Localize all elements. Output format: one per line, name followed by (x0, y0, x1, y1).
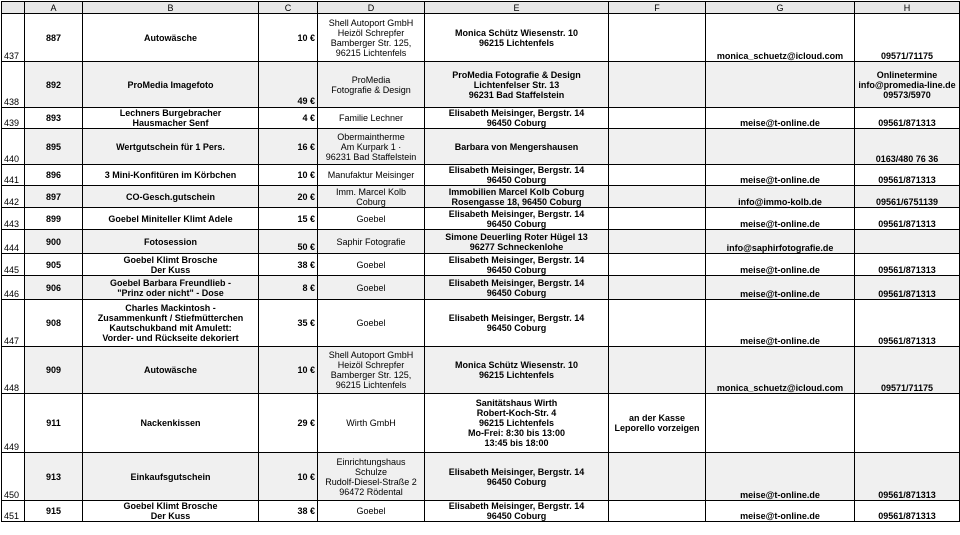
row-number-text: 440 (4, 154, 20, 164)
cell-value[interactable] (259, 300, 318, 347)
cell-contact[interactable] (425, 254, 609, 276)
cell-value[interactable] (259, 254, 318, 276)
cell-item-number-text: 900 (45, 236, 62, 247)
column-header-b[interactable]: B (83, 2, 259, 14)
row-number-text: 449 (4, 442, 20, 452)
cell-note[interactable] (609, 276, 706, 300)
cell-value-text: 15 € (297, 213, 315, 224)
cell-item-name-text: CO-Gesch.gutschein (125, 191, 215, 202)
cell-donor[interactable] (318, 186, 425, 208)
cell-value-text: 16 € (297, 141, 315, 152)
cell-donor-text: Goebel (356, 213, 386, 224)
cell-donor-text: Goebel (356, 259, 386, 270)
cell-note[interactable] (609, 14, 706, 62)
cell-email[interactable] (706, 347, 855, 394)
cell-phone[interactable] (855, 108, 960, 129)
cell-item-number[interactable] (25, 165, 83, 186)
cell-item-name[interactable] (83, 208, 259, 230)
row-number[interactable] (2, 108, 25, 129)
table-row (2, 14, 960, 62)
cell-email[interactable] (706, 254, 855, 276)
cell-phone-text: 09561/871313 (878, 265, 936, 275)
cell-email-text: meise@t-online.de (740, 289, 820, 299)
cell-contact[interactable] (425, 347, 609, 394)
table-row (2, 453, 960, 501)
cell-contact[interactable] (425, 501, 609, 522)
column-header-a[interactable]: A (25, 2, 83, 14)
cell-donor[interactable] (318, 230, 425, 254)
cell-donor-text: ProMedia Fotografie & Design (331, 74, 411, 95)
cell-item-number[interactable] (25, 129, 83, 165)
cell-value-text: 8 € (302, 282, 315, 293)
row-number[interactable] (2, 165, 25, 186)
cell-contact[interactable] (425, 165, 609, 186)
cell-value[interactable] (259, 347, 318, 394)
cell-item-number[interactable] (25, 453, 83, 501)
cell-contact-text: Simone Deuerling Roter Hügel 13 96277 Schneckenlohe (445, 231, 588, 252)
row-number[interactable] (2, 501, 25, 522)
cell-item-name[interactable] (83, 186, 259, 208)
cell-contact-text: ProMedia Fotografie & Design Lichtenfelser Str. 13 96231 Bad Staffelstein (452, 69, 581, 100)
row-number-text: 451 (4, 511, 20, 521)
row-number[interactable] (2, 276, 25, 300)
cell-contact[interactable] (425, 186, 609, 208)
cell-donor[interactable] (318, 108, 425, 129)
cell-phone[interactable] (855, 129, 960, 165)
cell-email[interactable] (706, 14, 855, 62)
cell-item-name[interactable] (83, 276, 259, 300)
cell-item-number-text: 911 (46, 418, 61, 428)
cell-contact[interactable] (425, 276, 609, 300)
row-number[interactable] (2, 394, 25, 453)
grid-body (2, 14, 960, 522)
row-number-text: 447 (4, 336, 20, 346)
cell-email[interactable] (706, 300, 855, 347)
cell-contact[interactable] (425, 300, 609, 347)
table-row (2, 394, 960, 453)
row-number[interactable] (2, 129, 25, 165)
cell-contact-text: Elisabeth Meisinger, Bergstr. 14 96450 Coburg (448, 277, 585, 298)
cell-value-text: 38 € (297, 259, 315, 270)
cell-value-text: 10 € (297, 32, 315, 43)
row-number-text: 439 (4, 118, 20, 128)
cell-email[interactable] (706, 62, 855, 108)
cell-item-number[interactable] (25, 276, 83, 300)
cell-item-number[interactable] (25, 14, 83, 62)
cell-item-number[interactable] (25, 300, 83, 347)
cell-item-name-text: Autowäsche (143, 32, 197, 43)
cell-phone[interactable] (855, 254, 960, 276)
cell-item-name[interactable] (83, 501, 259, 522)
cell-value[interactable] (259, 394, 318, 453)
cell-item-name[interactable] (83, 62, 259, 108)
cell-contact[interactable] (425, 453, 609, 501)
cell-value[interactable] (259, 208, 318, 230)
cell-donor[interactable] (318, 394, 425, 453)
row-number[interactable] (2, 300, 25, 347)
cell-value-text: 29 € (297, 418, 315, 428)
cell-item-number-text: 893 (45, 113, 62, 123)
cell-item-number-text: 887 (45, 32, 62, 43)
row-number[interactable] (2, 62, 25, 108)
cell-email-text: info@immo-kolb.de (738, 197, 822, 207)
cell-item-name[interactable] (83, 108, 259, 129)
cell-item-number-text: 895 (45, 141, 62, 152)
cell-email[interactable] (706, 129, 855, 165)
cell-item-name-text: Charles Mackintosh - Zusammenkunft / Stiefmütterchen Kautschukband mit Amulett: Vorder- und Rückseite dekoriert (97, 303, 244, 343)
cell-phone-text: 09561/871313 (878, 118, 936, 128)
cell-donor-text: Saphir Fotografie (336, 236, 406, 247)
cell-item-name-text: Fotosession (143, 236, 197, 247)
cell-email-text: monica_schuetz@icloud.com (716, 51, 844, 61)
cell-value[interactable] (259, 186, 318, 208)
cell-contact-text: Elisabeth Meisinger, Bergstr. 14 96450 Coburg (448, 165, 585, 185)
cell-donor[interactable] (318, 453, 425, 501)
cell-value-text: 49 € (297, 96, 315, 106)
cell-item-number[interactable] (25, 186, 83, 208)
cell-item-name-text: Wertgutschein für 1 Pers. (116, 141, 225, 152)
cell-donor-text: Manufaktur Meisinger (327, 170, 415, 180)
cell-value[interactable] (259, 62, 318, 108)
table-row (2, 108, 960, 129)
cell-email-text: meise@t-online.de (740, 336, 820, 346)
row-number-text: 450 (4, 490, 20, 500)
cell-item-name-text: Autowäsche (143, 365, 197, 375)
cell-item-name-text: Lechners Burgebracher Hausmacher Senf (119, 108, 222, 128)
cell-item-number[interactable] (25, 254, 83, 276)
cell-item-name[interactable] (83, 347, 259, 394)
cell-email-text: meise@t-online.de (740, 175, 820, 185)
table-row (2, 300, 960, 347)
cell-contact-text: Elisabeth Meisinger, Bergstr. 14 96450 Coburg (448, 254, 585, 275)
row-number[interactable] (2, 208, 25, 230)
cell-donor-text: Wirth GmbH (346, 418, 396, 428)
cell-item-name-text: ProMedia Imagefoto (127, 79, 214, 90)
cell-contact-text: Elisabeth Meisinger, Bergstr. 14 96450 Coburg (448, 466, 585, 487)
cell-phone[interactable] (855, 208, 960, 230)
cell-item-name-text: Nackenkissen (140, 418, 201, 428)
cell-donor[interactable] (318, 300, 425, 347)
column-header-e[interactable]: E (425, 2, 609, 14)
cell-donor-text: Familie Lechner (338, 113, 404, 123)
cell-value-text: 10 € (297, 471, 315, 482)
cell-donor[interactable] (318, 14, 425, 62)
cell-phone-text: 09561/871313 (878, 490, 936, 500)
cell-note-text: an der Kasse Leporello vorzeigen (614, 413, 700, 433)
column-header-h[interactable]: H (855, 2, 960, 14)
cell-item-number-text: 908 (45, 318, 62, 328)
cell-item-number-text: 896 (45, 170, 62, 180)
row-number-text: 442 (4, 197, 20, 207)
cell-item-number-text: 913 (45, 471, 62, 482)
cell-note[interactable] (609, 108, 706, 129)
cell-value[interactable] (259, 276, 318, 300)
cell-value[interactable] (259, 14, 318, 62)
cell-item-number-text: 905 (45, 259, 62, 270)
cell-value-text: 38 € (297, 506, 315, 516)
cell-email[interactable] (706, 165, 855, 186)
cell-phone-text: 09561/871313 (878, 336, 936, 346)
cell-item-number[interactable] (25, 108, 83, 129)
cell-email[interactable] (706, 186, 855, 208)
row-number-text: 437 (4, 51, 20, 61)
cell-donor[interactable] (318, 62, 425, 108)
cell-phone[interactable] (855, 276, 960, 300)
cell-contact[interactable] (425, 14, 609, 62)
cell-email[interactable] (706, 453, 855, 501)
cell-item-name[interactable] (83, 254, 259, 276)
cell-item-number[interactable] (25, 347, 83, 394)
cell-value-text: 4 € (302, 113, 315, 123)
cell-note[interactable] (609, 453, 706, 501)
cell-donor-text: Obermaintherme Am Kurpark 1 · 96231 Bad Staffelstein (325, 131, 417, 162)
cell-contact-text: Elisabeth Meisinger, Bergstr. 14 96450 Coburg (448, 501, 585, 521)
cell-value-text: 10 € (297, 365, 315, 375)
row-number-text: 445 (4, 265, 20, 275)
cell-contact-text: Elisabeth Meisinger, Bergstr. 14 96450 Coburg (448, 208, 585, 229)
cell-item-name[interactable] (83, 129, 259, 165)
cell-value[interactable] (259, 230, 318, 254)
cell-donor-text: Shell Autoport GmbH Heizöl Schrepfer Bamberger Str. 125, 96215 Lichtenfels (328, 17, 414, 58)
cell-email[interactable] (706, 394, 855, 453)
table-row (2, 501, 960, 522)
cell-note[interactable] (609, 208, 706, 230)
cell-email[interactable] (706, 501, 855, 522)
cell-note[interactable] (609, 394, 706, 453)
cell-note[interactable] (609, 501, 706, 522)
row-number[interactable] (2, 14, 25, 62)
cell-value[interactable] (259, 108, 318, 129)
cell-phone[interactable] (855, 186, 960, 208)
cell-item-number[interactable] (25, 501, 83, 522)
cell-contact[interactable] (425, 208, 609, 230)
cell-item-number[interactable] (25, 230, 83, 254)
cell-item-name[interactable] (83, 14, 259, 62)
cell-contact-text: Barbara von Mengershausen (454, 141, 579, 152)
cell-phone[interactable] (855, 347, 960, 394)
column-header-d[interactable]: D (318, 2, 425, 14)
cell-phone-text: 09561/871313 (878, 175, 936, 185)
cell-donor-text: Shell Autoport GmbH Heizöl Schrepfer Bamberger Str. 125, 96215 Lichtenfels (328, 350, 414, 390)
cell-contact-text: Monica Schütz Wiesenstr. 10 96215 Lichtenfels (455, 360, 578, 380)
cell-email-text: meise@t-online.de (740, 490, 820, 500)
cell-phone-text: Onlinetermine info@promedia-line.de 09573/5970 (858, 69, 956, 100)
cell-donor[interactable] (318, 208, 425, 230)
cell-value-text: 35 € (297, 318, 315, 328)
cell-item-name-text: Goebel Klimt Brosche Der Kuss (123, 501, 218, 521)
cell-item-number[interactable] (25, 62, 83, 108)
cell-email-text: monica_schuetz@icloud.com (716, 383, 844, 393)
cell-contact-text: Immobilien Marcel Kolb Coburg Rosengasse 18, 96450 Coburg (448, 186, 585, 207)
cell-note[interactable] (609, 347, 706, 394)
cell-email[interactable] (706, 276, 855, 300)
cell-contact[interactable] (425, 230, 609, 254)
row-number[interactable] (2, 347, 25, 394)
row-number-text: 438 (4, 97, 20, 107)
cell-donor-text: Imm. Marcel Kolb Coburg (335, 186, 406, 207)
cell-value[interactable] (259, 501, 318, 522)
cell-item-number-text: 906 (45, 282, 62, 293)
column-header-c[interactable]: C (259, 2, 318, 14)
cell-donor-text: Goebel (356, 318, 386, 328)
row-number[interactable] (2, 230, 25, 254)
cell-email[interactable] (706, 208, 855, 230)
table-row (2, 129, 960, 165)
cell-phone[interactable] (855, 230, 960, 254)
cell-value[interactable] (259, 129, 318, 165)
cell-donor[interactable] (318, 129, 425, 165)
cell-note[interactable] (609, 186, 706, 208)
cell-email-text: meise@t-online.de (740, 265, 820, 275)
cell-phone-text: 09561/871313 (878, 289, 936, 299)
table-row (2, 62, 960, 108)
cell-value-text: 50 € (297, 242, 315, 252)
cell-value[interactable] (259, 165, 318, 186)
cell-contact-text: Monica Schütz Wiesenstr. 10 96215 Lichtenfels (455, 27, 578, 48)
cell-item-number-text: 899 (45, 213, 62, 224)
table-row (2, 186, 960, 208)
cell-email-text: meise@t-online.de (740, 219, 820, 229)
cell-note[interactable] (609, 129, 706, 165)
cell-note[interactable] (609, 254, 706, 276)
cell-donor-text: Goebel (356, 282, 386, 293)
cell-item-name-text: Goebel Barbara Freundlieb - "Prinz oder nicht" - Dose (109, 277, 232, 298)
cell-contact[interactable] (425, 129, 609, 165)
row-number-text: 443 (4, 219, 20, 229)
table-row (2, 208, 960, 230)
row-number[interactable] (2, 254, 25, 276)
cell-note[interactable] (609, 62, 706, 108)
row-number-text: 444 (4, 243, 20, 253)
cell-item-number[interactable] (25, 208, 83, 230)
cell-phone[interactable] (855, 501, 960, 522)
column-header-row (2, 2, 960, 14)
cell-phone[interactable] (855, 300, 960, 347)
cell-item-name[interactable] (83, 230, 259, 254)
cell-email[interactable] (706, 108, 855, 129)
cell-phone-text: 09561/871313 (878, 219, 936, 229)
cell-contact-text: Sanitätshaus Wirth Robert-Koch-Str. 4 96215 Lichtenfels Mo-Frei: 8:30 bis 13:00 13:45 bis 18:00 (467, 398, 566, 448)
table-row (2, 165, 960, 186)
cell-note[interactable] (609, 300, 706, 347)
cell-donor-text: Einrichtungshaus Schulze Rudolf-Diesel-Straße 2 96472 Rödental (325, 456, 417, 497)
cell-email[interactable] (706, 230, 855, 254)
table-row (2, 230, 960, 254)
cell-phone[interactable] (855, 14, 960, 62)
cell-item-name-text: 3 Mini-Konfitüren im Körbchen (104, 170, 237, 180)
cell-phone[interactable] (855, 62, 960, 108)
cell-item-name[interactable] (83, 165, 259, 186)
column-header-g[interactable]: G (706, 2, 855, 14)
cell-value-text: 20 € (297, 191, 315, 202)
cell-phone[interactable] (855, 453, 960, 501)
table-row (2, 347, 960, 394)
cell-note[interactable] (609, 230, 706, 254)
cell-item-name[interactable] (83, 300, 259, 347)
cell-phone-text: 09561/6751139 (875, 197, 939, 207)
row-number[interactable] (2, 186, 25, 208)
cell-value[interactable] (259, 453, 318, 501)
cell-donor[interactable] (318, 165, 425, 186)
cell-phone-text: 0163/480 76 36 (875, 154, 939, 164)
table-row (2, 254, 960, 276)
cell-item-name-text: Einkaufsgutschein (130, 471, 211, 482)
row-number-text: 446 (4, 289, 20, 299)
cell-contact[interactable] (425, 108, 609, 129)
row-number[interactable] (2, 453, 25, 501)
cell-item-number-text: 909 (45, 365, 62, 375)
cell-item-name-text: Goebel Klimt Brosche Der Kuss (123, 254, 218, 275)
cell-contact-text: Elisabeth Meisinger, Bergstr. 14 96450 Coburg (448, 108, 585, 128)
cell-item-number-text: 897 (45, 191, 62, 202)
cell-donor-text: Goebel (356, 506, 386, 516)
cell-contact[interactable] (425, 62, 609, 108)
cell-note[interactable] (609, 165, 706, 186)
cell-email-text: meise@t-online.de (740, 118, 820, 128)
cell-email-text: meise@t-online.de (740, 511, 820, 521)
cell-item-name[interactable] (83, 394, 259, 453)
table-row (2, 276, 960, 300)
cell-email-text: info@saphirfotografie.de (726, 243, 834, 253)
cell-donor[interactable] (318, 254, 425, 276)
cell-donor[interactable] (318, 347, 425, 394)
cell-phone[interactable] (855, 165, 960, 186)
row-number-text: 448 (4, 383, 20, 393)
cell-phone-text: 09571/71175 (880, 383, 934, 393)
cell-phone-text: 09561/871313 (878, 511, 936, 521)
column-header-f[interactable]: F (609, 2, 706, 14)
cell-phone-text: 09571/71175 (880, 51, 934, 61)
row-number-text: 441 (4, 175, 20, 185)
cell-item-name[interactable] (83, 453, 259, 501)
cell-contact[interactable] (425, 394, 609, 453)
corner-cell[interactable] (2, 2, 25, 14)
cell-value-text: 10 € (297, 170, 315, 180)
cell-donor[interactable] (318, 501, 425, 522)
cell-item-number-text: 892 (45, 79, 62, 90)
cell-donor[interactable] (318, 276, 425, 300)
spreadsheet-grid (1, 1, 960, 522)
cell-phone[interactable] (855, 394, 960, 453)
cell-item-number-text: 915 (45, 506, 62, 516)
cell-contact-text: Elisabeth Meisinger, Bergstr. 14 96450 Coburg (448, 313, 585, 333)
cell-item-name-text: Goebel Miniteller Klimt Adele (108, 213, 233, 224)
cell-item-number[interactable] (25, 394, 83, 453)
